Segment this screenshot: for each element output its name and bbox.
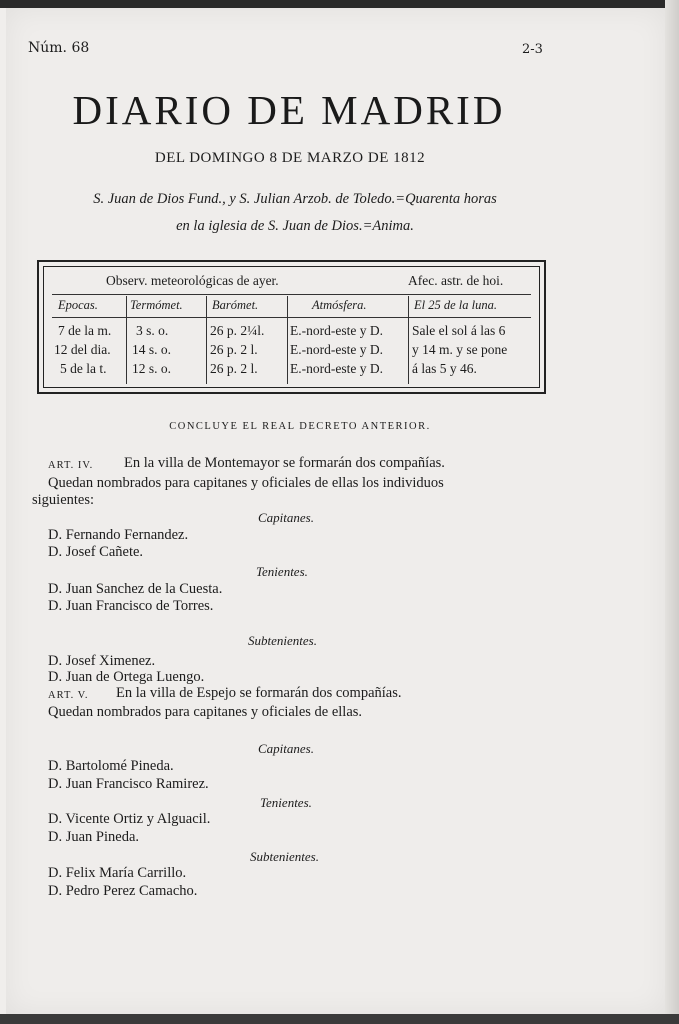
meteo-rule-mid bbox=[52, 317, 531, 318]
capitan-2b: D. Juan Francisco Ramirez. bbox=[48, 776, 209, 792]
meteorological-table-inner-border bbox=[43, 266, 540, 388]
meteo-row2-baro: 26 p. 2 l. bbox=[210, 342, 258, 357]
meteo-col-barometro: Barómet. bbox=[212, 298, 259, 312]
meteo-col-termometro: Termómet. bbox=[130, 298, 183, 312]
subteniente-2a: D. Felix María Carrillo. bbox=[48, 865, 187, 881]
scan-right-edge bbox=[665, 0, 679, 1024]
heading-capitanes-1: Capitanes. bbox=[258, 510, 314, 525]
meteo-row1-epoca: 7 de la m. bbox=[58, 323, 112, 338]
teniente-1a: D. Juan Sanchez de la Cuesta. bbox=[48, 581, 223, 597]
meteo-row1-termo: 3 s. o. bbox=[136, 323, 169, 338]
heading-subtenientes-1: Subtenientes. bbox=[248, 633, 317, 648]
meteo-row3-termo: 12 s. o. bbox=[132, 361, 172, 376]
heading-subtenientes-2: Subtenientes. bbox=[250, 849, 319, 864]
meteo-row3-luna: á las 5 y 46. bbox=[412, 361, 477, 376]
meteo-row1-atmos: E.-nord-este y D. bbox=[290, 323, 383, 338]
issue-date: DEL DOMINGO 8 DE MARZO DE 1812 bbox=[154, 150, 426, 166]
subteniente-1b: D. Juan de Ortega Luengo. bbox=[48, 669, 205, 685]
article-4-text: En la villa de Montemayor se formarán dos compañías. bbox=[124, 455, 445, 471]
meteo-row3-atmos: E.-nord-este y D. bbox=[290, 361, 383, 376]
scan-bottom-edge bbox=[0, 1014, 679, 1024]
page-number: 2-3 bbox=[522, 42, 543, 57]
teniente-2b: D. Juan Pineda. bbox=[48, 829, 140, 845]
article-5-text: En la villa de Espejo se formarán dos compañías. bbox=[116, 685, 402, 701]
meteo-col-divider bbox=[206, 296, 207, 384]
meteo-row1-baro: 26 p. 2¼l. bbox=[210, 323, 265, 338]
meteo-row3-baro: 26 p. 2 l. bbox=[210, 361, 258, 376]
heading-tenientes-1: Tenientes. bbox=[256, 564, 308, 579]
meteo-row2-termo: 14 s. o. bbox=[132, 342, 172, 357]
teniente-1b: D. Juan Francisco de Torres. bbox=[48, 598, 214, 614]
saints-line-2: en la iglesia de S. Juan de Dios.=Anima. bbox=[176, 218, 414, 234]
meteo-col-luna: El 25 de la luna. bbox=[414, 298, 497, 312]
meteo-col-divider bbox=[408, 296, 409, 384]
meteo-row3-epoca: 5 de la t. bbox=[60, 361, 107, 376]
article-5-label: ART. V. bbox=[48, 690, 89, 701]
saints-of-the-day bbox=[30, 186, 560, 240]
meteo-col-epocas: Epocas. bbox=[58, 298, 98, 312]
meteo-col-atmosfera: Atmósfera. bbox=[312, 298, 367, 312]
masthead-title: DIARIO DE MADRID bbox=[72, 87, 506, 133]
article-4-line-2: Quedan nombrados para capitanes y oficiales de ellas los individuos bbox=[48, 475, 444, 491]
meteo-title-right: Afec. astr. de hoi. bbox=[408, 273, 504, 288]
meteo-row2-luna: y 14 m. y se pone bbox=[412, 342, 508, 357]
heading-capitanes-2: Capitanes. bbox=[258, 741, 314, 756]
issue-number: Núm. 68 bbox=[28, 40, 90, 56]
meteo-row1-luna: Sale el sol á las 6 bbox=[412, 323, 506, 338]
subteniente-2b: D. Pedro Perez Camacho. bbox=[48, 883, 198, 899]
meteo-row2-epoca: 12 del dia. bbox=[54, 342, 111, 357]
teniente-2a: D. Vicente Ortiz y Alguacil. bbox=[48, 811, 211, 827]
capitan-1b: D. Josef Cañete. bbox=[48, 544, 144, 560]
meteo-col-divider bbox=[287, 296, 288, 384]
heading-tenientes-2: Tenientes. bbox=[260, 795, 312, 810]
meteo-col-divider bbox=[126, 296, 127, 384]
meteo-title-left: Observ. meteorológicas de ayer. bbox=[106, 273, 279, 288]
meteo-rule-top bbox=[52, 294, 531, 295]
article-4-line-3: siguientes: bbox=[32, 492, 95, 508]
subteniente-1a: D. Josef Ximenez. bbox=[48, 653, 156, 669]
article-4-label: ART. IV. bbox=[48, 460, 94, 471]
scan-top-edge bbox=[0, 0, 679, 8]
meteorological-table bbox=[37, 260, 546, 394]
meteo-row2-atmos: E.-nord-este y D. bbox=[290, 342, 383, 357]
article-5-line-2: Quedan nombrados para capitanes y oficiales de ellas. bbox=[48, 704, 363, 720]
section-heading: CONCLUYE EL REAL DECRETO ANTERIOR. bbox=[169, 421, 431, 432]
capitan-2a: D. Bartolomé Pineda. bbox=[48, 758, 174, 774]
capitan-1a: D. Fernando Fernandez. bbox=[48, 527, 189, 543]
saints-line-1: S. Juan de Dios Fund., y S. Julian Arzob. de Toledo.=Quarenta horas bbox=[93, 191, 497, 207]
